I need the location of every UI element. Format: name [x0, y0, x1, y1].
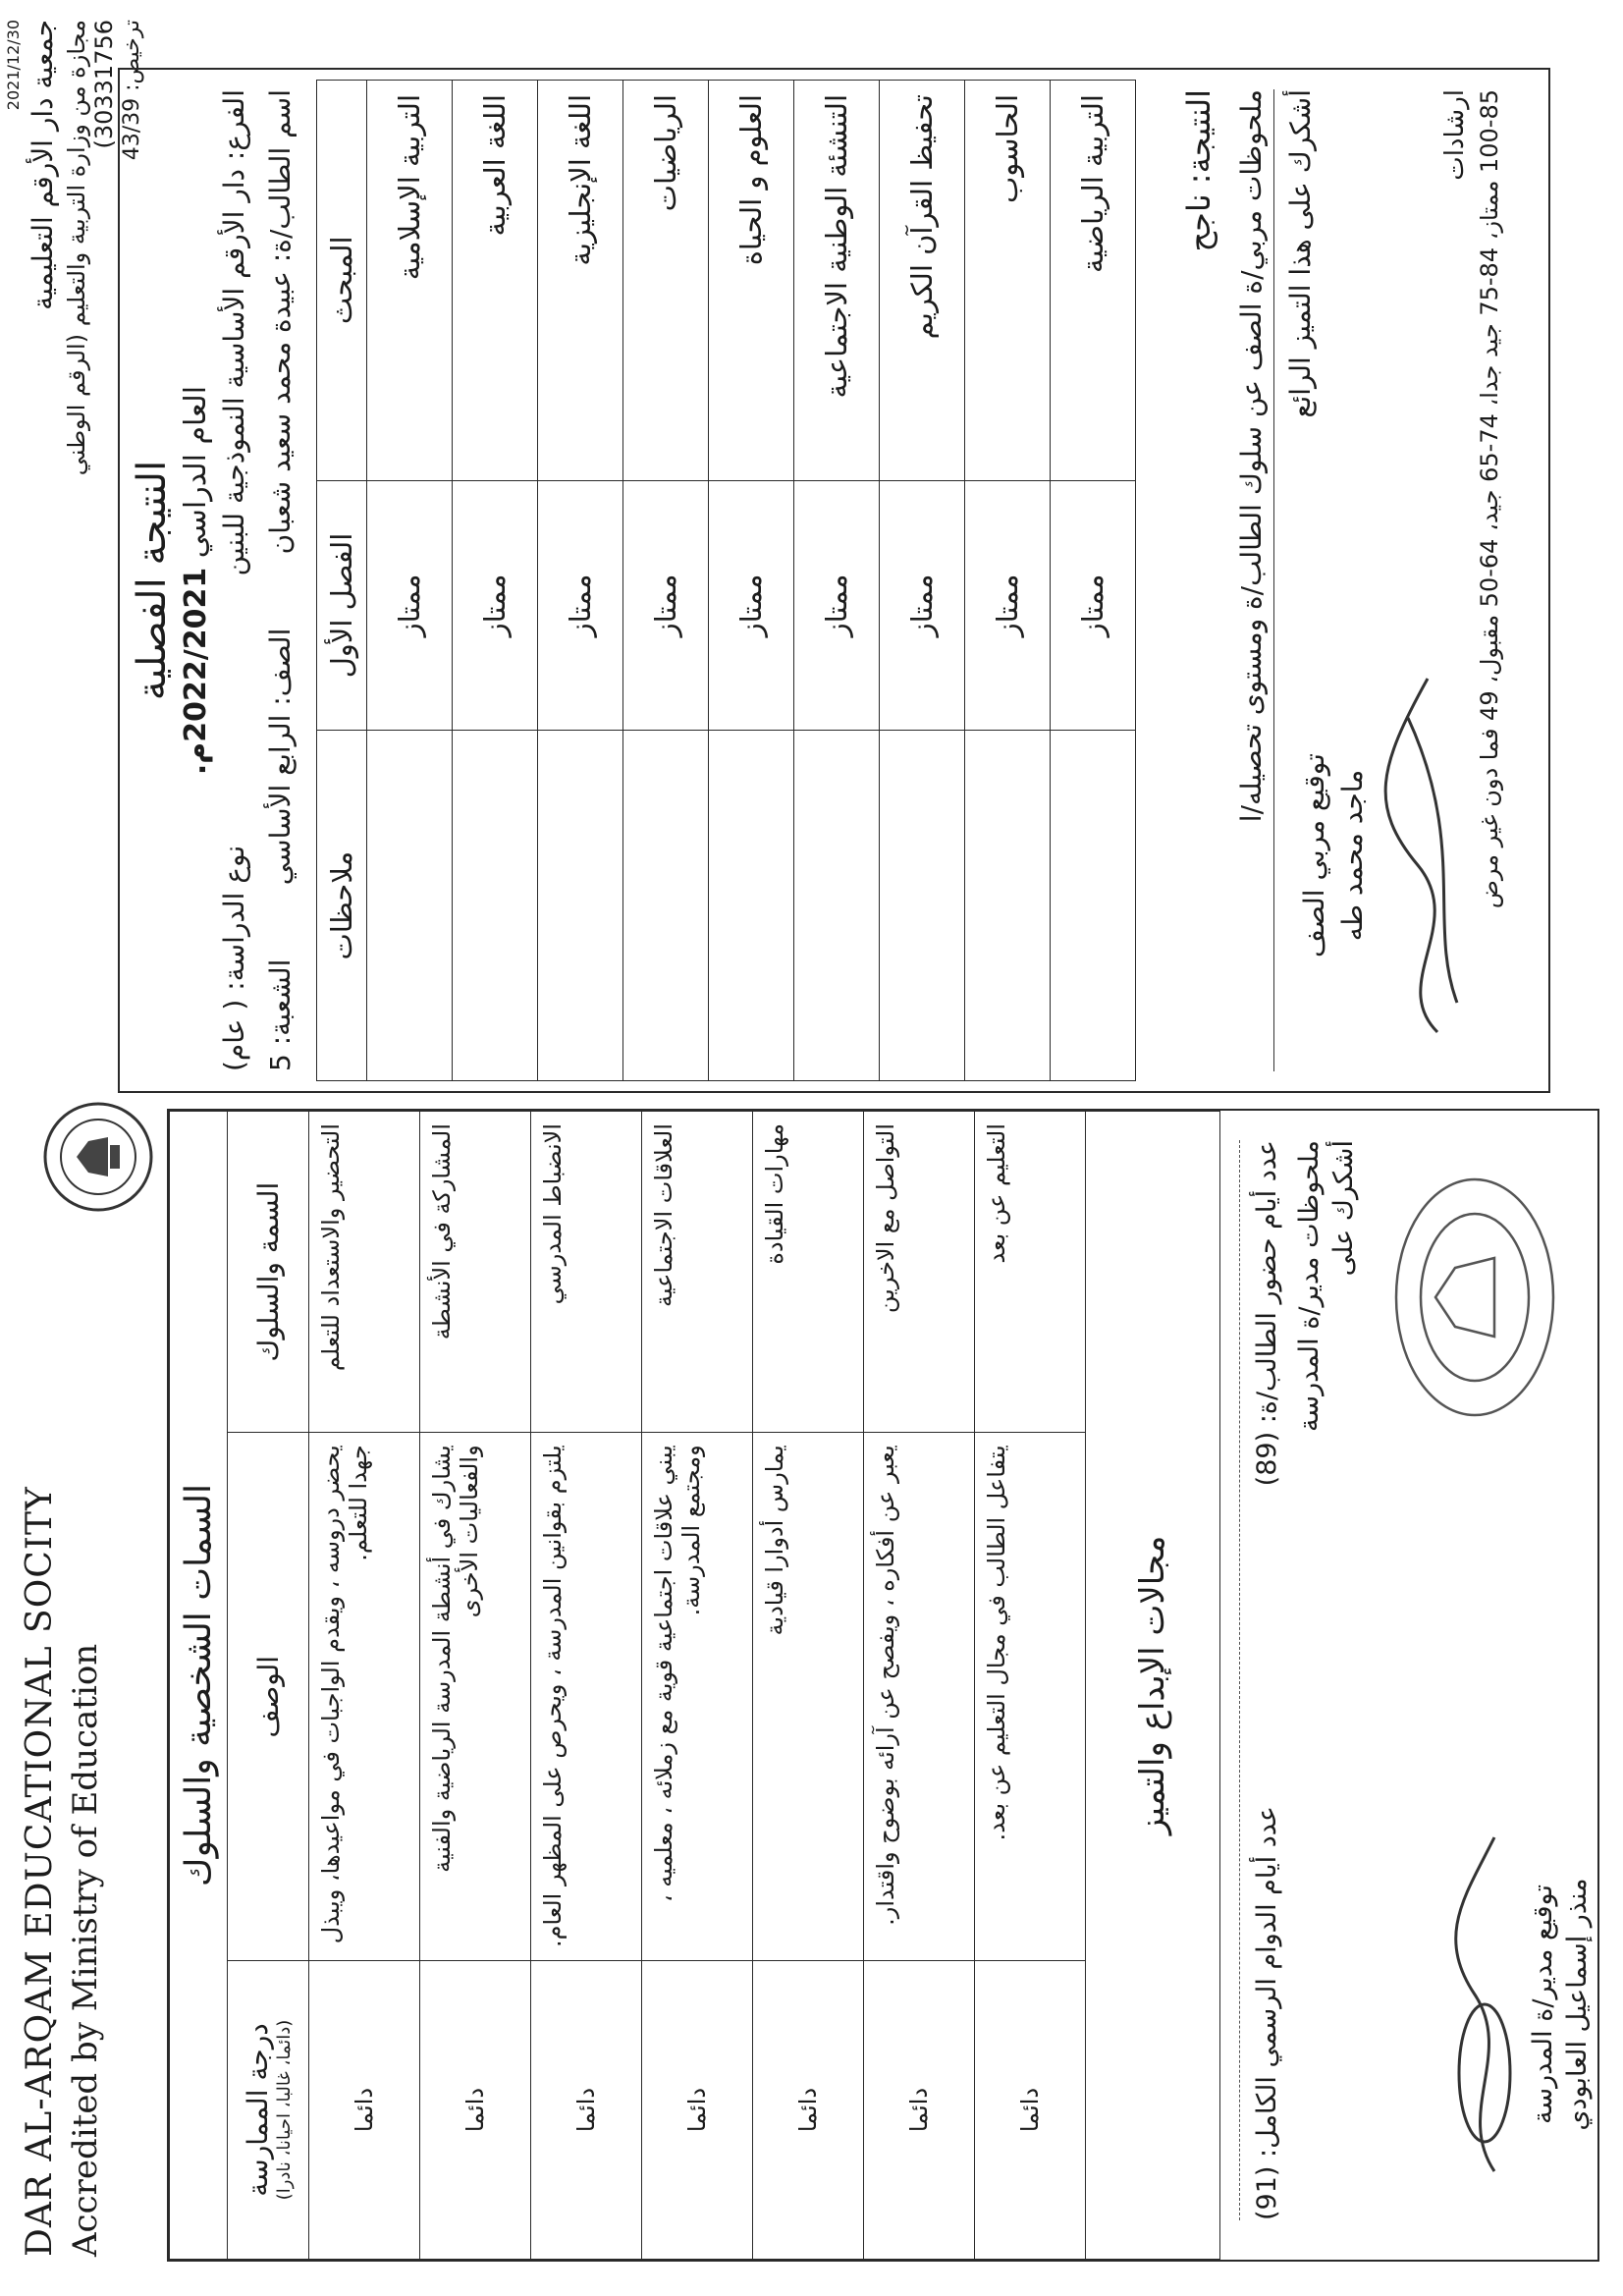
trait-name: الانضباط المدرسي	[531, 1112, 642, 1433]
subject-name: اللغة الإنجليزية	[538, 81, 623, 481]
header-date: 2021/12/30	[4, 20, 23, 111]
subject-name: اللغة العربية	[453, 81, 538, 481]
trait-row	[420, 1112, 531, 2260]
principal-signature	[1445, 1818, 1524, 2191]
header-trait: السمة والسلوك	[228, 1112, 309, 1433]
student-name: اسم الطالب/ة: عبيدة محمد سعيد شعبان	[264, 89, 297, 555]
english-header	[20, 1373, 105, 2257]
subject-name: التربية الرياضية	[1051, 81, 1136, 481]
final-result: النتيجة: ناجح	[1180, 89, 1217, 252]
principal-signature-block	[1445, 1798, 1593, 2211]
trait-description: يتفاعل الطالب في مجال التعليم عن بعد.	[975, 1433, 1086, 1961]
subject-name: التربية الإسلامية	[367, 81, 453, 481]
trait-name: العلاقات الاجتماعية	[642, 1112, 753, 1433]
subject-note	[623, 731, 709, 1081]
creativity-row: مجالات الإبداع والتميز	[1086, 1112, 1220, 2260]
trait-description: يلتزم بقوانين المدرسة ، ويحرص على المظهر العام.	[531, 1433, 642, 1961]
subject-grade: ممتاز	[1051, 480, 1136, 731]
license-number: ترخيص: 43/39	[120, 20, 144, 161]
society-logo	[39, 1098, 157, 1216]
subject-grade: ممتاز	[538, 480, 623, 731]
subject-grade: ممتاز	[367, 480, 453, 731]
trait-level: دائما	[975, 1961, 1086, 2260]
trait-level: دائما	[420, 1961, 531, 2260]
trait-row	[864, 1112, 975, 2260]
trait-level: دائما	[309, 1961, 420, 2260]
subject-row	[453, 81, 538, 1081]
guidance-label: ارشادات	[1440, 89, 1470, 181]
trait-row	[309, 1112, 420, 2260]
subject-name: الحاسوب	[965, 81, 1051, 481]
present-days: عدد أيام حضور الطالب/ة: (89)	[1252, 1140, 1282, 1487]
trait-name: التعليم عن بعد	[975, 1112, 1086, 1433]
subject-note	[965, 731, 1051, 1081]
subject-note	[794, 731, 880, 1081]
teacher-notes-label: ملحوظات مربي/ة الصف عن سلوك الطالب/ة ومستوى تحصيله/ا	[1235, 89, 1274, 1071]
subject-row	[709, 81, 794, 1081]
study-type: نوع الدراسة: ( عام)	[218, 845, 250, 1071]
subject-grade: ممتاز	[965, 480, 1051, 731]
results-title-block	[130, 70, 213, 1091]
subject-row	[623, 81, 709, 1081]
header-description: الوصف	[228, 1433, 309, 1961]
guidance-block	[1440, 89, 1503, 1071]
trait-level: دائما	[642, 1961, 753, 2260]
guidance-text: 100-85 ممتاز، 84-75 جيد جدا، 74-65 جيد، 64-50 مقبول، 49 فما دون غير مرض	[1476, 89, 1503, 909]
traits-title: السمات الشخصية والسلوك	[170, 1112, 228, 2260]
society-name: جمعية دار الأرقم التعليمية	[27, 20, 59, 310]
subject-row	[1051, 81, 1136, 1081]
result-block	[1180, 89, 1317, 1071]
subject-name: التنشئة الوطنية الاجتماعية	[794, 81, 880, 481]
attendance-block	[1239, 1140, 1359, 2220]
teacher-notes-text: أشكرك على هذا التميز الرائع	[1284, 89, 1317, 418]
subject-row	[538, 81, 623, 1081]
trait-description: يمارس أدوارا قيادية	[753, 1433, 864, 1961]
trait-row	[753, 1112, 864, 2260]
trait-description: يبني علاقات اجتماعية قوية مع زملائه ، معلميه ، ومجتمع المدرسة.	[642, 1433, 753, 1961]
subject-name: تحفيظ القرآن الكريم	[880, 81, 965, 481]
trait-row	[642, 1112, 753, 2260]
student-section: الشعبة: 5	[264, 958, 297, 1071]
subject-note	[367, 731, 453, 1081]
header-practice	[228, 1961, 309, 2260]
results-title: النتيجة الفصلية	[130, 460, 175, 701]
header-term1: الفصل الأول	[317, 480, 367, 731]
header-practice-scale: (دائما، غالبا، احيانا، نادرا)	[274, 2019, 295, 2201]
trait-level: دائما	[864, 1961, 975, 2260]
academic-year	[179, 70, 213, 1091]
subject-row	[880, 81, 965, 1081]
teacher-name: ماجد محمد طه	[1336, 769, 1369, 942]
school-stamp	[1386, 1170, 1563, 1425]
traits-panel	[167, 1109, 1599, 2262]
official-days: عدد أيام الدوام الرسمي الكامل: (91)	[1252, 1805, 1282, 2220]
license-line: مجازة من وزارة التربية والتعليم (الرقم الوطني 30331756)	[63, 20, 118, 476]
trait-description: يحضر دروسه ، ويقدم الواجبات في مواعيدها، ويبذل جهدا للتعلم.	[309, 1433, 420, 1961]
subject-grade: ممتاز	[880, 480, 965, 731]
trait-name: التحضير والاستعداد للتعلم	[309, 1112, 420, 1433]
student-grade: الصف: الرابع الأساسي	[264, 628, 297, 886]
society-name-en: DAR AL-ARQAM EDUCATIONAL SOCITY	[20, 1486, 60, 2257]
trait-level: دائما	[753, 1961, 864, 2260]
subject-grade: ممتاز	[453, 480, 538, 731]
subject-note	[1051, 731, 1136, 1081]
trait-level: دائما	[531, 1961, 642, 2260]
teacher-sign-label: توقيع مربي الصف	[1298, 753, 1330, 957]
subject-name: العلوم و الحياة	[709, 81, 794, 481]
principal-sign-label: توقيع مدير/ة المدرسة	[1528, 1885, 1558, 2124]
subject-grade: ممتاز	[794, 480, 880, 731]
header-subject: المبحث	[317, 81, 367, 481]
trait-name: التواصل مع الاخرين	[864, 1112, 975, 1433]
results-panel	[118, 68, 1550, 1093]
header-practice-label: درجة الممارسة	[242, 2023, 274, 2197]
subject-note	[709, 731, 794, 1081]
subject-row	[367, 81, 453, 1081]
subjects-table	[316, 80, 1136, 1081]
trait-description: يشارك في أنشطة المدرسة الرياضية والفنية والفعاليات الأخرى	[420, 1433, 531, 1961]
subject-grade: ممتاز	[709, 480, 794, 731]
branch: الفرع: دار الأرقم الأساسية النموذجية للبنين	[218, 89, 250, 576]
student-info	[218, 89, 297, 1071]
traits-table	[169, 1111, 1220, 2260]
subject-grade: ممتاز	[623, 480, 709, 731]
subject-name: الرياضيات	[623, 81, 709, 481]
header-notes: ملاحظات	[317, 731, 367, 1081]
trait-name: مهارات القيادة	[753, 1112, 864, 1433]
academic-year-value: 2022/2021م.	[179, 567, 213, 776]
subject-note	[538, 731, 623, 1081]
subject-row	[794, 81, 880, 1081]
subject-note	[453, 731, 538, 1081]
trait-name: المشاركة في الأنشطة	[420, 1112, 531, 1433]
principal-name: منذر إسماعيل العابودي	[1562, 1878, 1593, 2131]
trait-description: يعبر عن أفكاره ، ويفصح عن آرائه بوضوح واقتدار.	[864, 1433, 975, 1961]
academic-year-label: العام الدراسي	[179, 385, 213, 559]
accreditation-en: Accredited by Ministry of Education	[66, 1643, 105, 2257]
subject-note	[880, 731, 965, 1081]
subject-row	[965, 81, 1051, 1081]
trait-row	[531, 1112, 642, 2260]
trait-row	[975, 1112, 1086, 2260]
principal-notes-label: ملحوظات مدير/ة المدرسة	[1294, 1140, 1325, 1433]
principal-notes-text: أشكرك على	[1328, 1140, 1359, 1277]
